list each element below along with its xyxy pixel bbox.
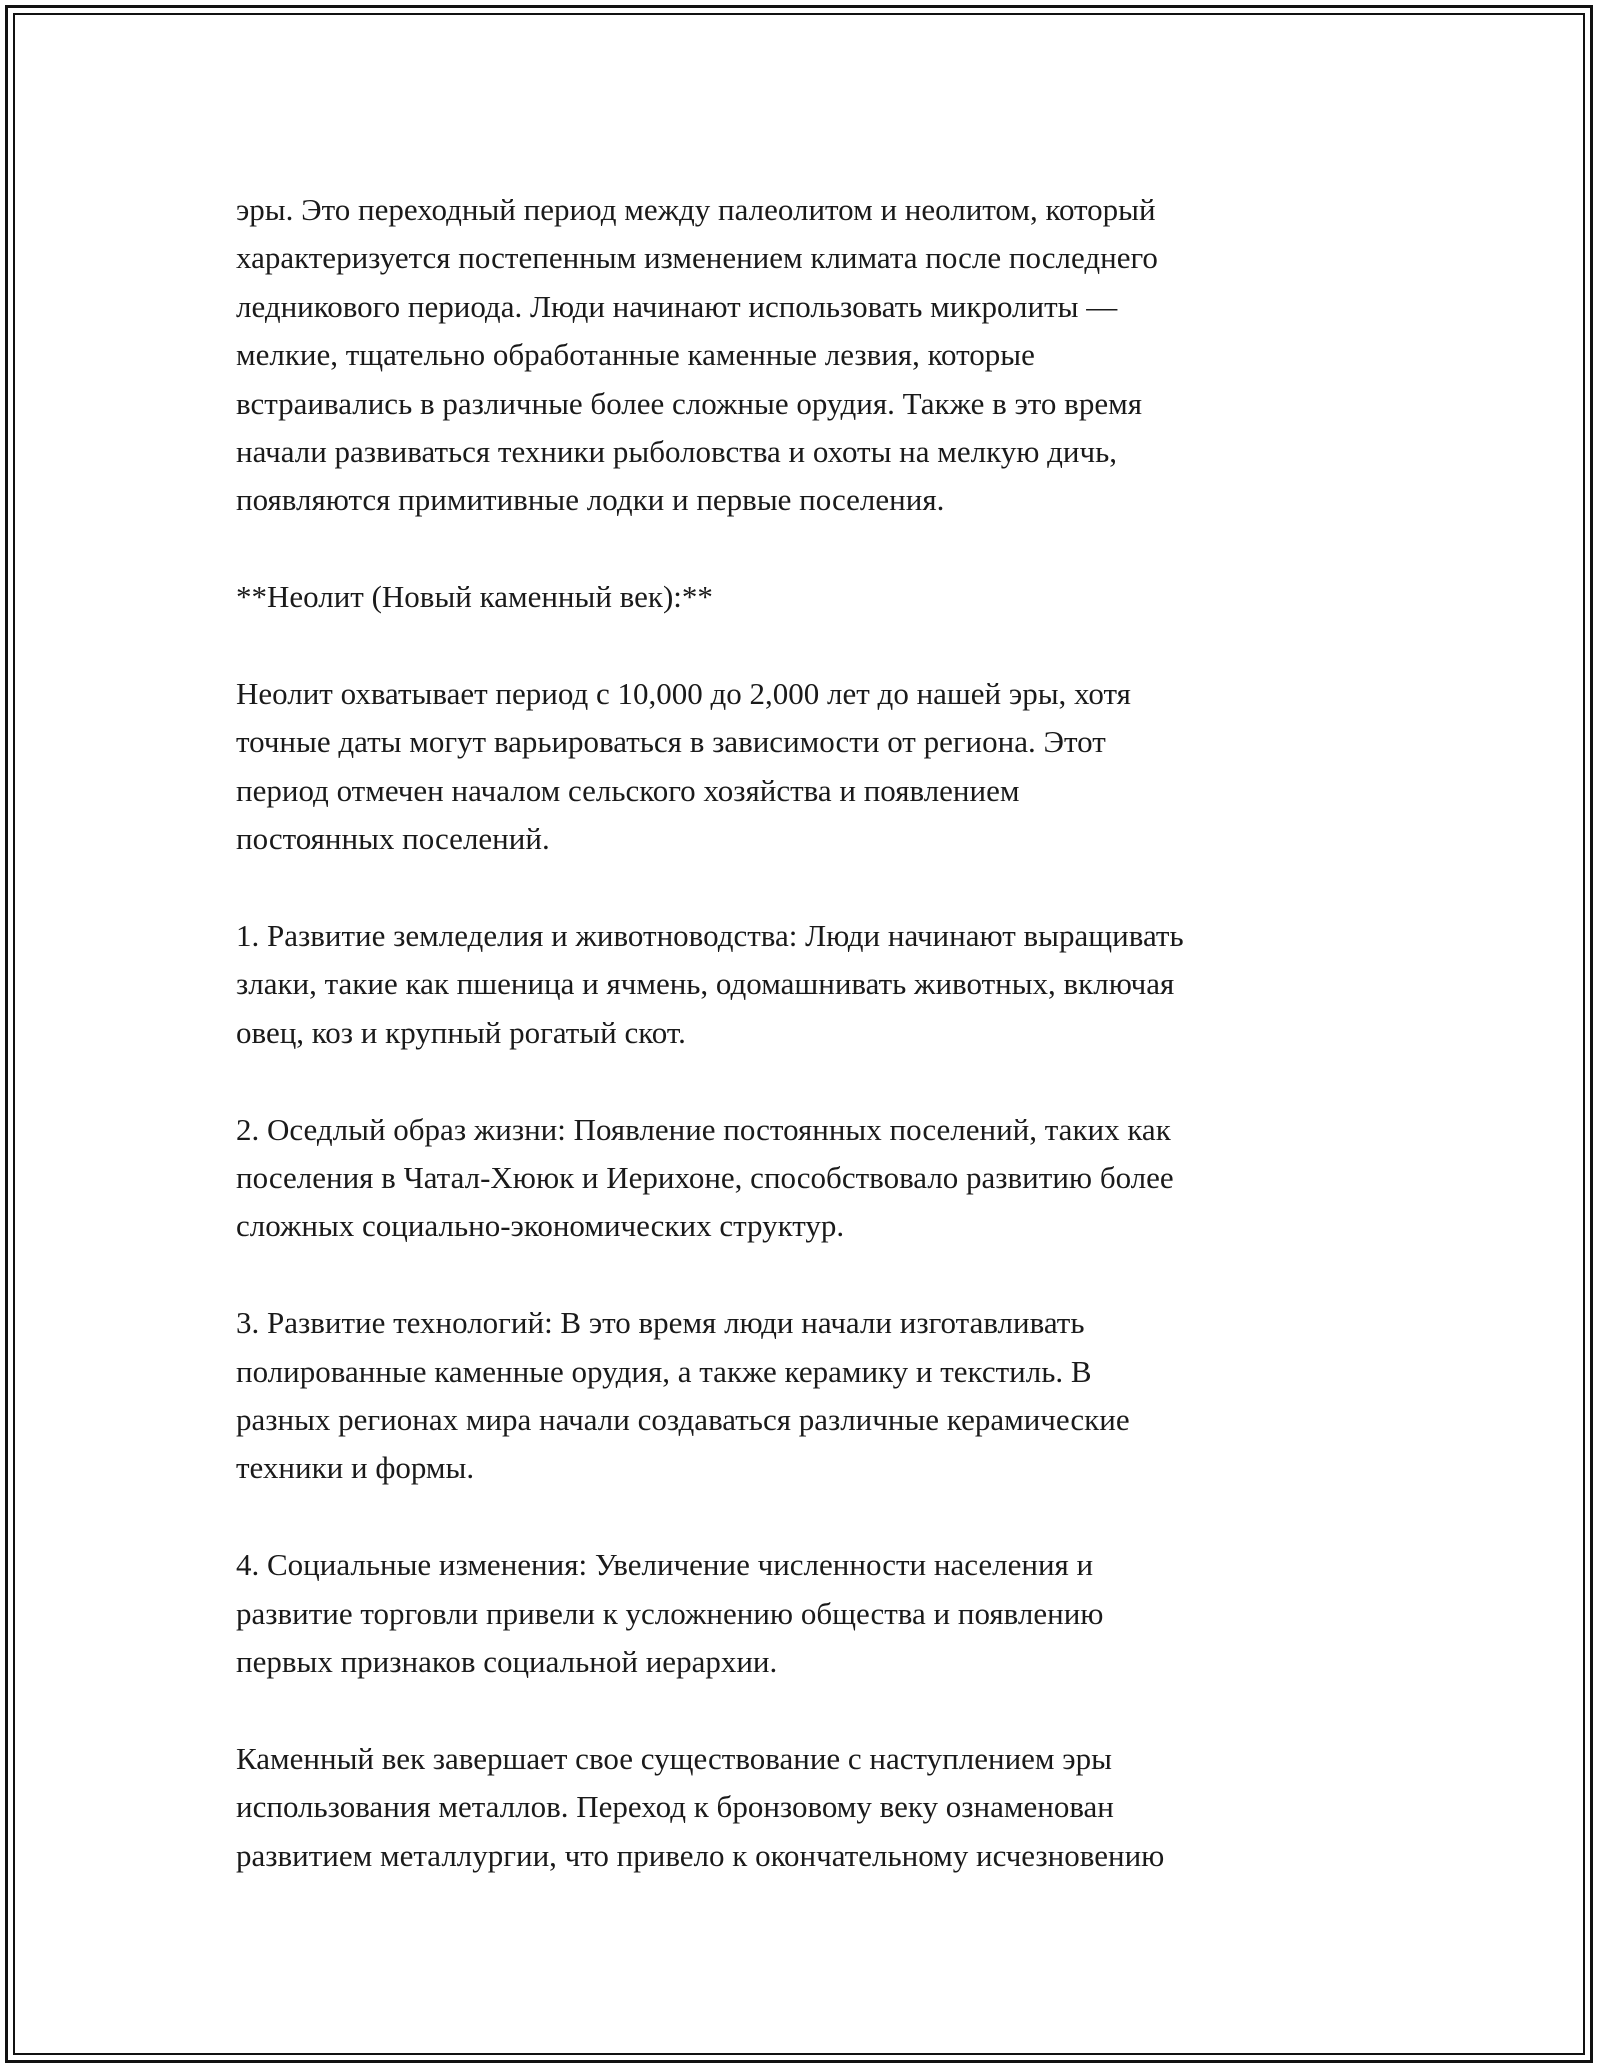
text-line: мелкие, тщательно обработанные каменные лезвия, которые [236, 337, 1035, 373]
text-line: Неолит охватывает период с 10,000 до 2,000 лет до нашей эры, хотя [236, 676, 1131, 712]
text-line: появляются примитивные лодки и первые поселения. [236, 482, 945, 518]
text-line: первых признаков социальной иерархии. [236, 1644, 778, 1680]
text-line: встраивались в различные более сложные орудия. Также в это время [236, 385, 1142, 421]
text-line: 2. Оседлый образ жизни: Появление постоянных поселений, таких как [236, 1111, 1171, 1147]
paragraph-conclusion [236, 1735, 1416, 1880]
heading-line: **Неолит (Новый каменный век):** [236, 579, 713, 615]
list-item-2 [236, 1106, 1416, 1251]
text-line: 3. Развитие технологий: В это время люди начали изготавливать [236, 1305, 1085, 1341]
paragraph-neolithic-intro [236, 670, 1416, 864]
text-line: полированные каменные орудия, а также керамику и текстиль. В [236, 1353, 1092, 1389]
text-line: разных регионах мира начали создаваться различные керамические [236, 1402, 1130, 1438]
text-line: 4. Социальные изменения: Увеличение численности населения и [236, 1547, 1094, 1583]
text-line: злаки, такие как пшеница и ячмень, одомашнивать животных, включая [236, 966, 1175, 1002]
text-line: Каменный век завершает свое существование с наступлением эры [236, 1740, 1112, 1776]
text-line: сложных социально-экономических структур. [236, 1208, 845, 1244]
text-line: поселения в Чатал-Хююк и Иерихоне, способствовало развитию более [236, 1160, 1174, 1196]
text-line: эры. Это переходный период между палеолитом и неолитом, который [236, 192, 1156, 227]
text-line: постоянных поселений. [236, 821, 550, 857]
text-line: 1. Развитие земледелия и животноводства: Люди начинают выращивать [236, 918, 1184, 954]
text-line: развитием металлургии, что привело к окончательному исчезновению [236, 1837, 1165, 1873]
list-item-1 [236, 912, 1416, 1057]
list-item-4 [236, 1541, 1416, 1686]
text-line: использования металлов. Переход к бронзовому веку ознаменован [236, 1789, 1114, 1825]
paragraph-mesolithic-continued [236, 186, 1416, 525]
section-heading-neolithic [236, 573, 1416, 621]
text-line: период отмечен началом сельского хозяйства и появлением [236, 772, 1020, 808]
text-line: характеризуется постепенным изменением климата после последнего [236, 240, 1158, 276]
document-body [236, 186, 1416, 1929]
list-item-3 [236, 1299, 1416, 1493]
text-line: овец, коз и крупный рогатый скот. [236, 1014, 686, 1050]
text-line: развитие торговли привели к усложнению общества и появлению [236, 1595, 1104, 1631]
text-line: точные даты могут варьироваться в зависимости от региона. Этот [236, 724, 1106, 760]
text-line: ледникового периода. Люди начинают использовать микролиты — [236, 288, 1118, 324]
text-line: начали развиваться техники рыболовства и охоты на мелкую дичь, [236, 434, 1117, 470]
text-line: техники и формы. [236, 1450, 475, 1486]
